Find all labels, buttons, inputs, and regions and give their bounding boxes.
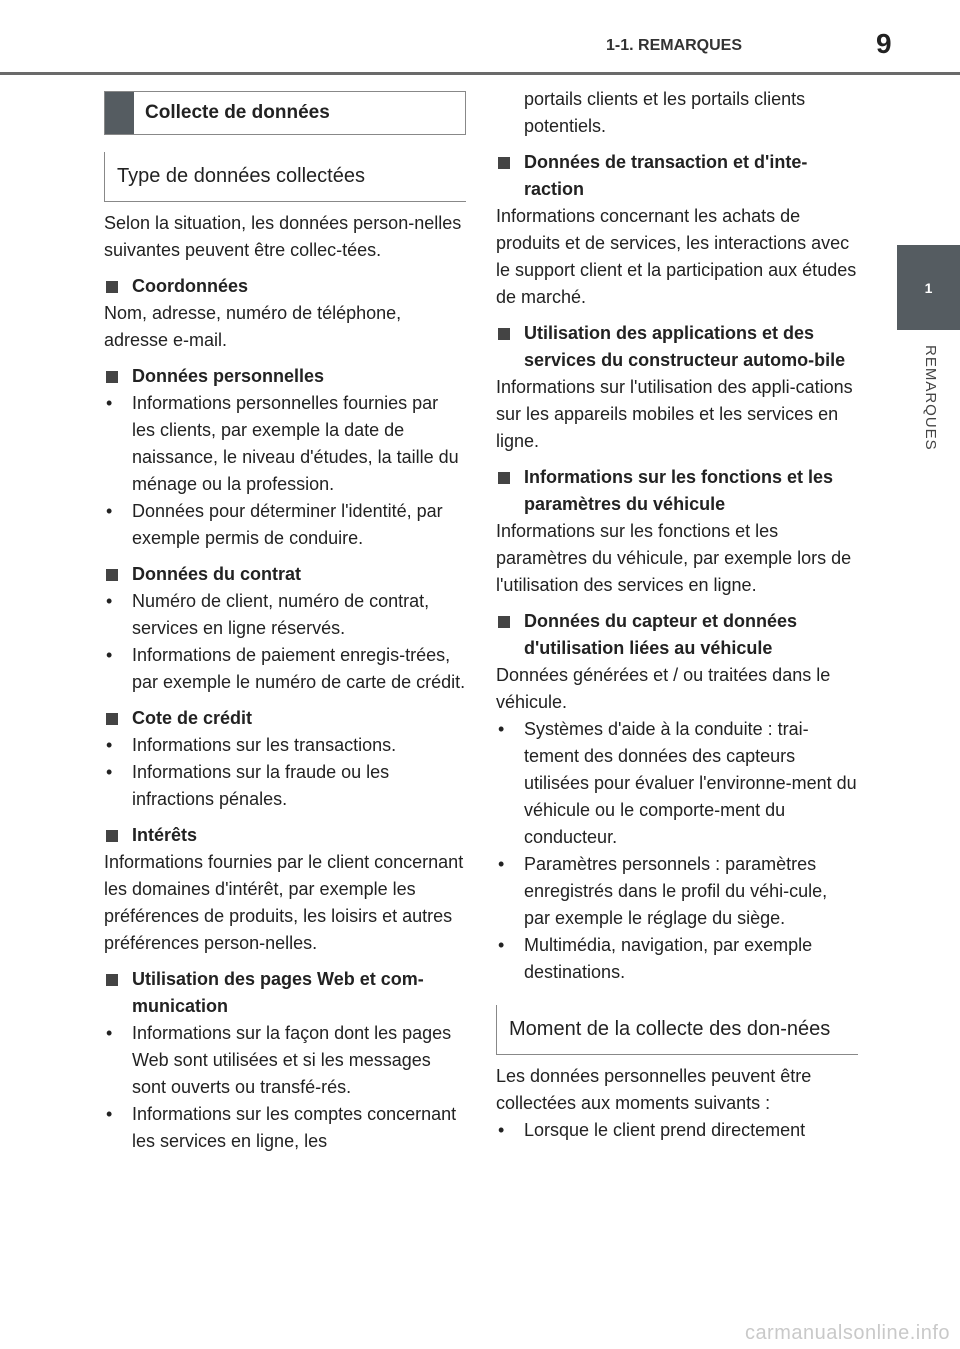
paragraph: Informations sur l'utilisation des appli-cations sur les appareils mobiles et les services en ligne. [496, 377, 853, 451]
bullet-item: • Informations sur la fraude ou les infractions pénales. [104, 759, 466, 813]
section-header [104, 91, 466, 135]
bullet-item: • Paramètres personnels : paramètres enregistrés dans le profil du véhi-cule, par exemple le réglage du siège. [496, 851, 858, 932]
paragraph: Informations concernant les achats de produits et de services, les interactions avec le support client et la participation aux études de marché. [496, 206, 857, 307]
bullet-item: • Informations sur les comptes concernant les services en ligne, les [104, 1101, 466, 1155]
continuation-text: portails clients et les portails clients potentiels. [524, 89, 806, 136]
heading-transaction-interaction: Données de transaction et d'inte-raction [496, 149, 858, 203]
bullet-item: • Informations sur les transactions. [104, 732, 466, 759]
section-title: Collecte de données [145, 102, 330, 123]
bullet-item: • Informations sur la façon dont les pages Web sont utilisées et si les messages sont ouverts ou transfé-rés. [104, 1020, 466, 1101]
right-column [496, 86, 858, 1144]
paragraph: Informations fournies par le client concernant les domaines d'intérêt, par exemple les préférences de produits, les loisirs et autres préférences person-nelles. [104, 852, 464, 953]
chapter-side-label: REMARQUES [922, 345, 939, 451]
subheader-type-donnees: Type de données collectées [104, 152, 466, 202]
bullet-item: • Numéro de client, numéro de contrat, services en ligne réservés. [104, 588, 466, 642]
chapter-tab-number: 1 [924, 279, 933, 296]
heading-donnees-contrat: Données du contrat [104, 561, 466, 588]
bullet-item: • Informations personnelles fournies par les clients, par exemple la date de naissance, le niveau d'études, la taille du ménage ou la profession. [104, 390, 466, 498]
bullet-item: • Lorsque le client prend directement [496, 1117, 858, 1144]
intro-paragraph: Selon la situation, les données person-nelles suivantes peuvent être collec-tées. [104, 213, 462, 260]
bullet-item: • Informations de paiement enregis-trées, par exemple le numéro de carte de crédit. [104, 642, 466, 696]
left-column [104, 86, 466, 1155]
heading-donnees-capteur: Données du capteur et données d'utilisation liées au véhicule [496, 608, 858, 662]
bullet-item: • Systèmes d'aide à la conduite : trai-tement des données des capteurs utilisées pour évaluer l'environne-ment du véhicule ou le comporte-ment du conducteur. [496, 716, 858, 851]
bullet-item: • Multimédia, navigation, par exemple destinations. [496, 932, 858, 986]
heading-utilisation-pages-web: Utilisation des pages Web et com-munication [104, 966, 466, 1020]
header-rule [0, 72, 960, 75]
outro-paragraph: Les données personnelles peuvent être collectées aux moments suivants : [496, 1066, 812, 1113]
section-header-bar [105, 92, 134, 134]
chapter-tab [897, 245, 960, 330]
bullet-item: • Données pour déterminer l'identité, par exemple permis de conduire. [104, 498, 466, 552]
running-header-title: 1-1. REMARQUES [606, 37, 743, 54]
paragraph: Informations sur les fonctions et les paramètres du véhicule, par exemple lors de l'utilisation des services en ligne. [496, 521, 852, 595]
subheader-moment-collecte: Moment de la collecte des don-nées [496, 1005, 858, 1055]
heading-donnees-personnelles: Données personnelles [104, 363, 466, 390]
page-number: 9 [876, 28, 892, 59]
heading-coordonnees: Coordonnées [104, 273, 466, 300]
watermark: carmanualsonline.info [744, 1322, 950, 1344]
heading-interets: Intérêts [104, 822, 466, 849]
heading-utilisation-applications: Utilisation des applications et des services du constructeur automo-bile [496, 320, 858, 374]
paragraph: Données générées et / ou traitées dans le véhicule. [496, 665, 831, 712]
heading-fonctions-parametres: Informations sur les fonctions et les paramètres du véhicule [496, 464, 858, 518]
heading-cote-credit: Cote de crédit [104, 705, 466, 732]
paragraph: Nom, adresse, numéro de téléphone, adresse e-mail. [104, 303, 402, 350]
